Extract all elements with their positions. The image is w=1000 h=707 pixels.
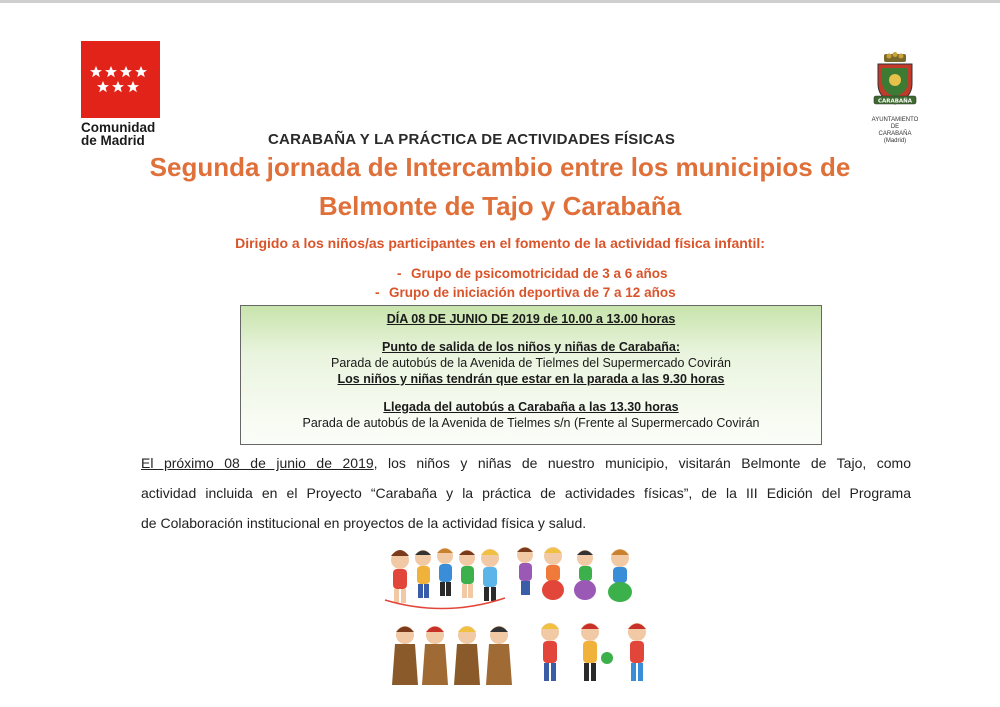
event-date-phrase: El próximo 08 de junio de 2019 <box>141 455 374 471</box>
kid-figure <box>392 626 418 685</box>
bullet-dash: - <box>397 266 402 281</box>
logo-line-1: Comunidad <box>81 120 156 135</box>
seven-stars-icon <box>81 41 160 118</box>
paragraph-line-2: actividad incluida en el Proyecto “Carabaña y la práctica de actividades físicas”, de la III Edición del Programa <box>141 485 911 501</box>
children-playing-illustration <box>375 540 675 690</box>
crest-label-3: CARABAÑA <box>878 131 912 137</box>
departure-place: Parada de autobús de la Avenida de Tielmes del Supermercado Covirán <box>330 356 732 370</box>
kid-figure <box>574 550 596 600</box>
paragraph-line-3: de Colaboración institucional en proyectos de la actividad física y salud. <box>141 515 587 531</box>
document-title-line-1: Segunda jornada de Intercambio entre los municipios de <box>149 152 851 182</box>
document-kicker: CARABAÑA Y LA PRÁCTICA DE ACTIVIDADES FÍSICAS <box>268 131 676 148</box>
body-paragraph <box>141 448 911 538</box>
kid-figure <box>459 550 475 598</box>
kid-figure <box>391 550 409 603</box>
crest-label-4: (Madrid) <box>883 138 907 144</box>
ayuntamiento-crest <box>862 52 928 145</box>
logo-line-2: de Madrid <box>81 133 145 148</box>
kid-figure <box>454 626 480 685</box>
kid-figure <box>437 548 453 596</box>
kid-figure <box>541 623 559 681</box>
group-item <box>375 283 775 302</box>
coat-of-arms-icon <box>870 52 920 110</box>
event-date: DÍA 08 DE JUNIO DE 2019 de 10.00 a 13.00 horas <box>386 312 676 326</box>
comunidad-madrid-logo <box>81 41 161 147</box>
arrival-place: Parada de autobús de la Avenida de Tielmes s/n (Frente al Supermercado Covirán <box>302 416 760 430</box>
kid-figure <box>486 626 512 685</box>
schedule-info-box <box>240 305 822 445</box>
kid-figure <box>422 626 448 685</box>
bullet-dash: - <box>375 285 380 300</box>
kid-figure <box>517 547 533 595</box>
paragraph-line-1-rest: , los niños y niñas de nuestro municipio, visitarán Belmonte de Tajo, como <box>373 455 911 471</box>
kid-figure <box>542 547 564 600</box>
kid-figure <box>628 623 646 681</box>
departure-note: Los niños y niñas tendrán que estar en la parada a las 9.30 horas <box>337 372 725 386</box>
group-item <box>375 264 775 283</box>
kid-figure <box>608 549 632 602</box>
departure-heading: Punto de salida de los niños y niñas de Carabaña: <box>382 340 680 354</box>
arrival-heading: Llegada del autobús a Carabaña a las 13.30 horas <box>383 400 679 414</box>
crest-label-1: AYUNTAMIENTO <box>871 117 919 123</box>
madrid-flag <box>81 41 160 118</box>
kid-figure <box>481 549 499 601</box>
groups-list <box>375 264 775 302</box>
page-top-edge <box>0 0 1000 3</box>
kid-figure <box>581 623 613 681</box>
group-label: Grupo de iniciación deportiva de 7 a 12 años <box>389 285 676 300</box>
document-subtitle: Dirigido a los niños/as participantes en el fomento de la actividad física infantil: <box>235 235 765 251</box>
crest-banner-text: CARABAÑA <box>877 98 913 105</box>
paragraph-line-1 <box>141 448 911 478</box>
group-label: Grupo de psicomotricidad de 3 a 6 años <box>411 266 668 281</box>
kid-figure <box>415 550 431 598</box>
document-title-line-2: Belmonte de Tajo y Carabaña <box>318 191 682 221</box>
crest-label-2: DE <box>890 124 900 130</box>
